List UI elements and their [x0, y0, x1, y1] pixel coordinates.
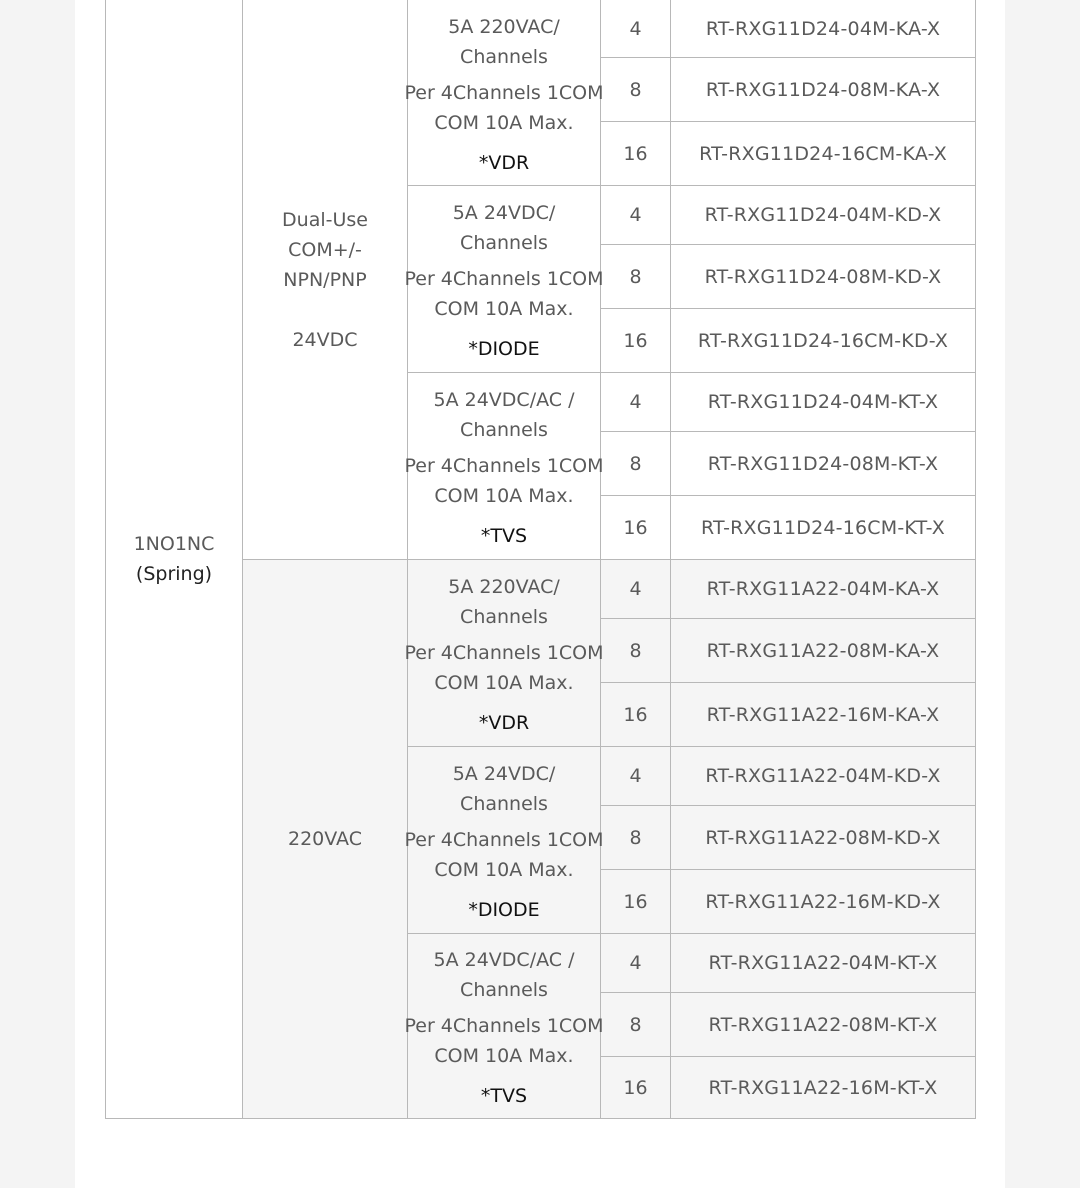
relay-channels-label: Channels [460, 232, 548, 254]
relay-protection-tag: *DIODE [468, 899, 540, 921]
relay-com-grouping: Per 4Channels 1COM [404, 268, 604, 290]
model-number: RT-RXG11A22-16M-KA-X [671, 683, 976, 747]
model-number: RT-RXG11A22-16M-KT-X [671, 1057, 976, 1119]
relay-rating: 5A 24VDC/ [452, 202, 556, 224]
input-type-cell-dc [243, 0, 408, 560]
channel-count: 8 [601, 245, 671, 309]
model-number: RT-RXG11A22-04M-KA-X [671, 560, 976, 619]
relay-spec-table [105, 0, 976, 1119]
channel-count: 16 [601, 122, 671, 186]
relay-com-grouping: Per 4Channels 1COM [404, 81, 604, 104]
model-number: RT-RXG11D24-16CM-KT-X [671, 496, 976, 560]
model-number: RT-RXG11D24-08M-KA-X [671, 58, 976, 122]
contact-type-sub-label: (Spring) [135, 563, 213, 585]
input-line: 220VAC [288, 828, 362, 850]
relay-com-grouping: Per 4Channels 1COM [404, 642, 604, 664]
relay-rating: 5A 24VDC/AC / [433, 389, 575, 411]
relay-output-cell [404, 934, 604, 1119]
channel-count: 16 [601, 309, 671, 373]
channel-count: 8 [601, 993, 671, 1057]
relay-rating: 5A 24VDC/ [452, 763, 556, 785]
model-number: RT-RXG11D24-04M-KD-X [671, 186, 976, 245]
model-number: RT-RXG11A22-04M-KT-X [671, 934, 976, 993]
relay-protection-tag: *VDR [478, 151, 530, 174]
input-line: COM+/- [288, 238, 362, 261]
model-number: RT-RXG11A22-04M-KD-X [671, 747, 976, 806]
contact-type-label: 1NO1NC [133, 533, 215, 555]
relay-channels-label: Channels [460, 45, 548, 68]
model-number: RT-RXG11D24-04M-KA-X [671, 0, 976, 58]
relay-output-cell [404, 186, 604, 373]
relay-channels-label: Channels [460, 979, 548, 1001]
relay-rating: 5A 220VAC/ [448, 576, 560, 598]
channel-count: 16 [601, 1057, 671, 1119]
channel-count: 4 [601, 934, 671, 993]
channel-count: 8 [601, 432, 671, 496]
relay-output-cell [404, 560, 604, 747]
relay-com-max: COM 10A Max. [434, 1045, 574, 1067]
relay-protection-tag: *DIODE [468, 338, 540, 360]
relay-com-max: COM 10A Max. [434, 298, 574, 320]
channel-count: 4 [601, 747, 671, 806]
relay-channels-label: Channels [460, 793, 548, 815]
relay-com-max: COM 10A Max. [434, 859, 574, 881]
model-number: RT-RXG11A22-08M-KT-X [671, 993, 976, 1057]
contact-type-cell [106, 0, 243, 1119]
model-number: RT-RXG11A22-08M-KD-X [671, 806, 976, 870]
channel-count: 4 [601, 186, 671, 245]
relay-output-cell [404, 373, 604, 560]
relay-com-grouping: Per 4Channels 1COM [404, 829, 604, 851]
relay-protection-tag: *TVS [480, 1085, 528, 1107]
model-number: RT-RXG11D24-04M-KT-X [671, 373, 976, 432]
relay-com-max: COM 10A Max. [434, 111, 574, 134]
model-number: RT-RXG11A22-16M-KD-X [671, 870, 976, 934]
relay-com-max: COM 10A Max. [434, 485, 574, 507]
input-line: NPN/PNP [283, 268, 367, 291]
relay-protection-tag: *TVS [480, 525, 528, 547]
channel-count: 4 [601, 560, 671, 619]
channel-count: 4 [601, 373, 671, 432]
channel-count: 16 [601, 496, 671, 560]
channel-count: 4 [601, 0, 671, 58]
relay-channels-label: Channels [460, 606, 548, 628]
model-number: RT-RXG11A22-08M-KA-X [671, 619, 976, 683]
channel-count: 16 [601, 870, 671, 934]
channel-count: 8 [601, 806, 671, 870]
channel-count: 8 [601, 58, 671, 122]
relay-protection-tag: *VDR [478, 712, 530, 734]
channel-count: 8 [601, 619, 671, 683]
relay-rating: 5A 220VAC/ [448, 15, 560, 38]
input-type-cell-ac [243, 560, 408, 1119]
relay-com-max: COM 10A Max. [434, 672, 574, 694]
relay-channels-label: Channels [460, 419, 548, 441]
model-number: RT-RXG11D24-08M-KT-X [671, 432, 976, 496]
channel-count: 16 [601, 683, 671, 747]
model-number: RT-RXG11D24-16CM-KD-X [671, 309, 976, 373]
relay-rating: 5A 24VDC/AC / [433, 949, 575, 971]
input-line: 24VDC [292, 328, 358, 351]
relay-output-cell [404, 747, 604, 934]
input-line: Dual-Use [282, 208, 368, 231]
input-line [243, 295, 407, 325]
model-number: RT-RXG11D24-16CM-KA-X [671, 122, 976, 186]
relay-com-grouping: Per 4Channels 1COM [404, 455, 604, 477]
relay-output-cell [404, 0, 604, 186]
model-number: RT-RXG11D24-08M-KD-X [671, 245, 976, 309]
relay-com-grouping: Per 4Channels 1COM [404, 1015, 604, 1037]
